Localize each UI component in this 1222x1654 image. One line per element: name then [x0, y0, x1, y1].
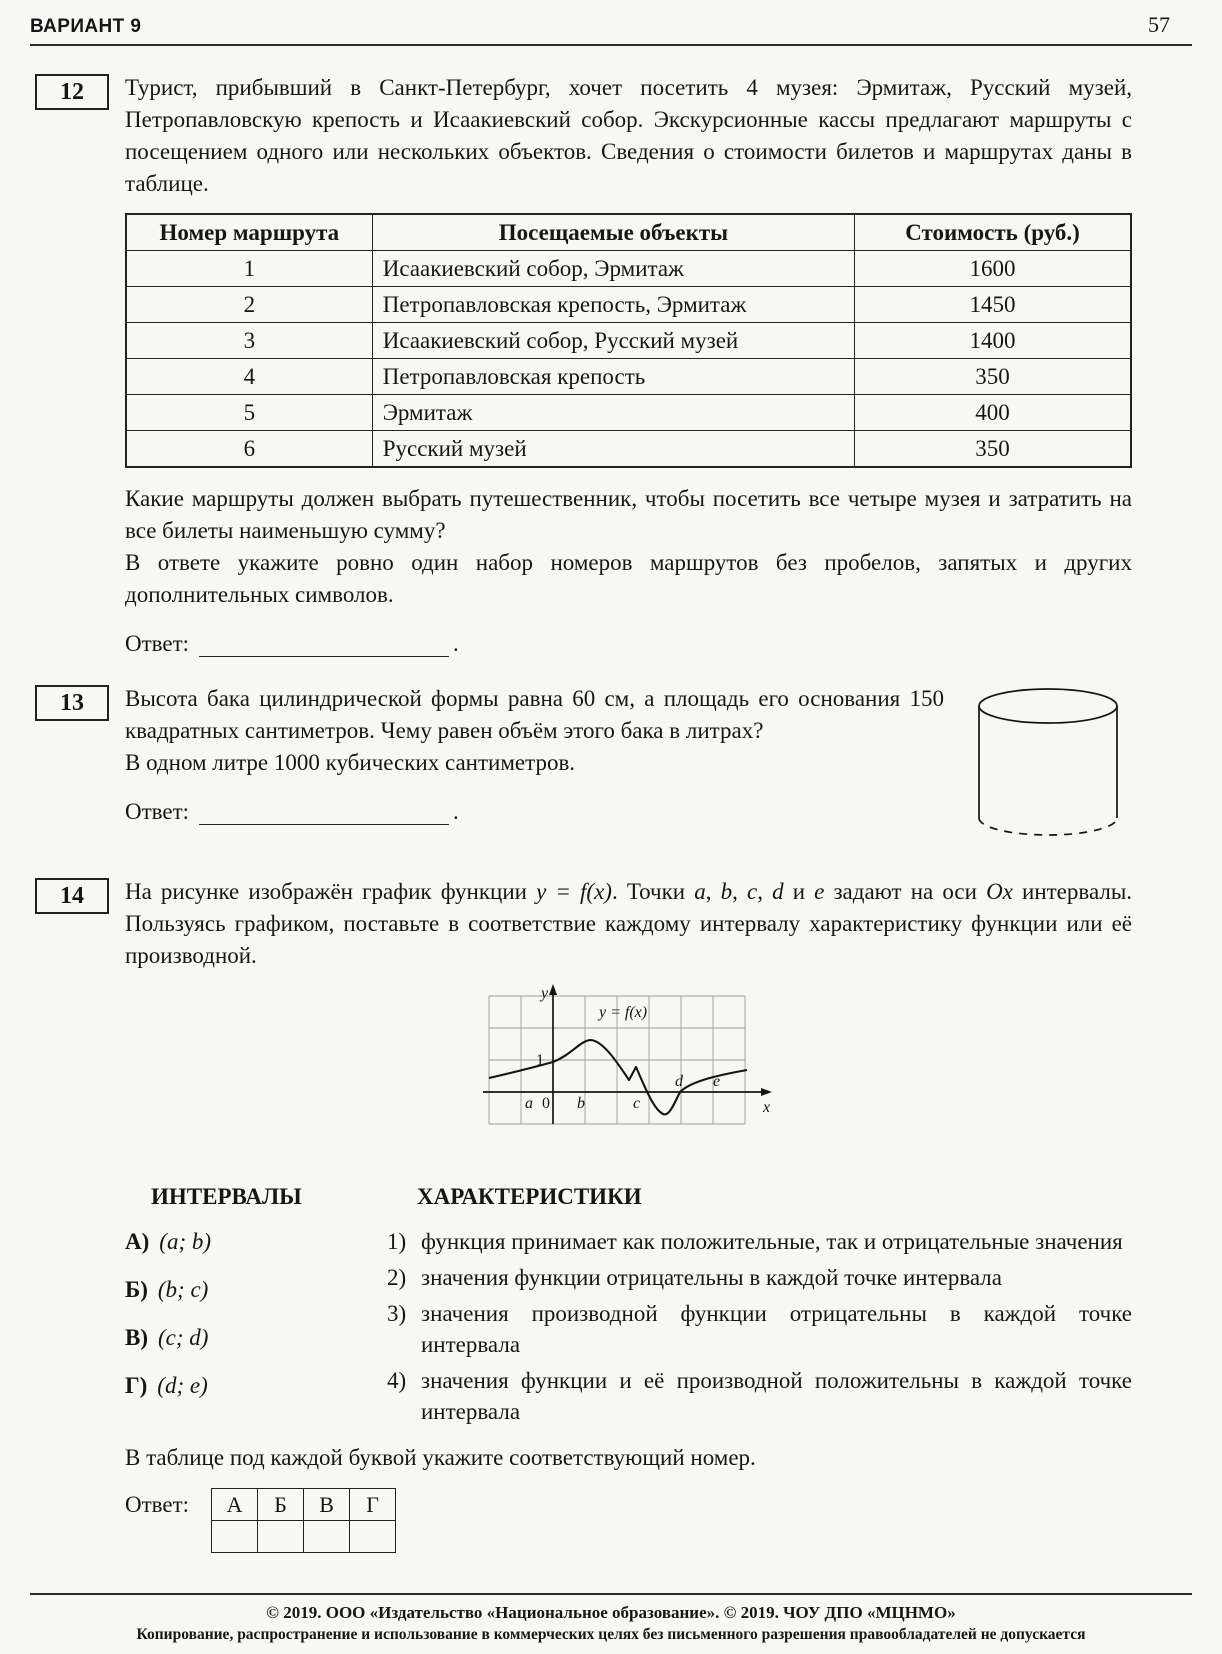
- answer-blank-line: [199, 802, 449, 825]
- route-cost: 1450: [855, 287, 1131, 323]
- answer-cell-b: [258, 1521, 304, 1553]
- problem-13-number-box: 13: [35, 685, 109, 721]
- page-number: 57: [1148, 12, 1170, 37]
- answer-header-v: В: [304, 1489, 350, 1521]
- characteristic-2: [387, 1262, 1132, 1293]
- characteristic-3: [387, 1298, 1132, 1360]
- answer-cell-a: [212, 1521, 258, 1553]
- answer-table-input-row: [212, 1521, 396, 1553]
- problem-13-body: [125, 683, 1132, 850]
- copyright-line: © 2019. ООО «Издательство «Национальное образование». © 2019. ЧОУ ДПО «МЦНМО»: [266, 1603, 956, 1622]
- interval-value: (b; c): [157, 1277, 209, 1302]
- interval-value: (d; e): [157, 1373, 208, 1398]
- answer-table-header-row: [212, 1489, 396, 1521]
- route-number: 2: [126, 287, 372, 323]
- route-objects: Русский музей: [372, 431, 854, 468]
- interval-value: (a; b): [159, 1229, 212, 1254]
- characteristic-number: 2): [387, 1265, 407, 1290]
- route-cost: 350: [855, 431, 1131, 468]
- interval-letter: Б): [125, 1277, 148, 1302]
- y-axis-label: y: [540, 985, 548, 1002]
- answer-table: [211, 1488, 396, 1553]
- point-b-label: b: [576, 1095, 585, 1112]
- characteristic-number: 4): [387, 1368, 407, 1393]
- point-d-label: d: [674, 1073, 683, 1090]
- route-objects: Эрмитаж: [372, 395, 854, 431]
- problem-12: [35, 72, 1132, 657]
- interval-letter: В): [125, 1325, 148, 1350]
- interval-b: [125, 1274, 387, 1306]
- route-objects: Петропавловская крепость, Эрмитаж: [372, 287, 854, 323]
- route-number: 1: [126, 251, 372, 287]
- route-objects: Петропавловская крепость: [372, 359, 854, 395]
- characteristic-text: функция принимает как положительные, так и отрицательные значения: [421, 1229, 1123, 1254]
- intervals-column: [125, 1184, 387, 1432]
- problem-13: [35, 683, 1132, 850]
- page-header: [30, 0, 1192, 46]
- characteristics-title: ХАРАКТЕРИСТИКИ: [417, 1184, 642, 1209]
- characteristic-number: 1): [387, 1229, 407, 1254]
- route-number: 3: [126, 323, 372, 359]
- x-axis-arrow: [761, 1088, 772, 1096]
- routes-table-header-row: [126, 214, 1131, 251]
- y-axis-arrow: [549, 984, 557, 995]
- interval-g: [125, 1370, 387, 1402]
- cylinder-figure: [972, 685, 1132, 850]
- characteristic-text: значения функции отрицательны в каждой точке интервала: [421, 1265, 1002, 1290]
- cylinder-bottom-arc: [979, 818, 1117, 835]
- problem-13-text: Высота бака цилиндрической формы равна 60 см, а площадь его основания 150 квадратных сантиметров. Чему равен объём этого бака в литрах?: [125, 686, 944, 743]
- answer-cell-v: [304, 1521, 350, 1553]
- answer-period: .: [453, 799, 459, 824]
- table-row: [126, 323, 1131, 359]
- variant-label: ВАРИАНТ 9: [30, 16, 142, 37]
- routes-header-number: Номер маршрута: [126, 214, 372, 251]
- table-row: [126, 431, 1131, 468]
- route-number: 4: [126, 359, 372, 395]
- interval-letter: А): [125, 1229, 150, 1254]
- y-tick-1: 1: [535, 1052, 544, 1069]
- answer-label: Ответ:: [125, 1492, 190, 1517]
- route-number: 5: [126, 395, 372, 431]
- problem-14-body: [125, 876, 1132, 1553]
- characteristic-number: 3): [387, 1301, 407, 1326]
- route-cost: 1400: [855, 323, 1131, 359]
- problem-12-number-box: 12: [35, 74, 109, 110]
- problem-14: [35, 876, 1132, 1553]
- problem-12-text: Турист, прибывший в Санкт-Петербург, хочет посетить 4 музея: Эрмитаж, Русский музей, Петропавловскую крепость и Исаакиевский собор. Экскурсионные кассы предлагают маршруты с посещением одного или нескольких объектов. Сведения о стоимости билетов и маршрутах даны в таблице.: [125, 75, 1132, 196]
- route-cost: 400: [855, 395, 1131, 431]
- problem-12-instruction: В ответе укажите ровно один набор номеров маршрутов без пробелов, запятых и других дополнительных символов.: [125, 550, 1132, 607]
- answer-label: Ответ:: [125, 799, 190, 824]
- point-e-label: e: [712, 1073, 720, 1090]
- problem-14-answer: [125, 1488, 1132, 1553]
- characteristic-1: [387, 1226, 1132, 1257]
- copy-restriction-line: Копирование, распространение и использование в коммерческих целях без письменного разрешения правообладателей не допускается: [136, 1626, 1086, 1643]
- characteristic-text: значения производной функции отрицательны в каждой точке интервала: [421, 1301, 1132, 1357]
- answer-period: .: [453, 631, 459, 656]
- problem-12-question: Какие маршруты должен выбрать путешественник, чтобы посетить все четыре музея и затратить на все билеты наименьшую сумму?: [125, 486, 1132, 543]
- problem-13-text-column: [125, 683, 944, 850]
- answer-header-g: Г: [350, 1489, 396, 1521]
- intervals-title: ИНТЕРВАЛЫ: [151, 1184, 302, 1209]
- problem-14-table-note: В таблице под каждой буквой укажите соответствующий номер.: [125, 1445, 756, 1470]
- table-row: [126, 287, 1131, 323]
- answer-header-a: А: [212, 1489, 258, 1521]
- characteristics-column: [387, 1184, 1132, 1432]
- problem-13-note: В одном литре 1000 кубических сантиметров.: [125, 750, 576, 775]
- page-footer: [30, 1593, 1192, 1644]
- problem-13-answer: [125, 799, 944, 825]
- routes-header-cost: Стоимость (руб.): [855, 214, 1131, 251]
- interval-value: (c; d): [158, 1325, 209, 1350]
- problem-12-answer: [125, 631, 1132, 657]
- table-row: [126, 251, 1131, 287]
- interval-v: [125, 1322, 387, 1354]
- answer-blank-line: [199, 634, 449, 657]
- route-number: 6: [126, 431, 372, 468]
- function-graph: [479, 984, 779, 1164]
- problem-12-body: [125, 72, 1132, 657]
- route-objects: Исаакиевский собор, Русский музей: [372, 323, 854, 359]
- problem-14-number-box: 14: [35, 878, 109, 914]
- route-cost: 1600: [855, 251, 1131, 287]
- interval-letter: Г): [125, 1373, 148, 1398]
- characteristic-text: значения функции и её производной положительны в каждой точке интервала: [421, 1368, 1132, 1424]
- origin-label: 0: [541, 1095, 550, 1112]
- point-a-label: a: [524, 1095, 533, 1112]
- interval-a: [125, 1226, 387, 1258]
- routes-table: [125, 213, 1132, 468]
- route-objects: Исаакиевский собор, Эрмитаж: [372, 251, 854, 287]
- answer-cell-g: [350, 1521, 396, 1553]
- routes-header-objects: Посещаемые объекты: [372, 214, 854, 251]
- table-row: [126, 359, 1131, 395]
- route-cost: 350: [855, 359, 1131, 395]
- curve-label: y = f(x): [598, 1004, 647, 1021]
- characteristic-4: [387, 1365, 1132, 1427]
- answer-label: Ответ:: [125, 631, 190, 656]
- cylinder-top-ellipse: [979, 689, 1117, 723]
- x-axis-label: x: [762, 1099, 770, 1116]
- matching-columns: [125, 1184, 1132, 1432]
- function-graph-figure: [125, 984, 1132, 1164]
- problem-14-text: На рисунке изображён график функции y = f(x). Точки a, b, c, d и e задают на оси Ox интервалы. Пользуясь графиком, поставьте в соответствие каждому интервалу характеристику функции или её производной.: [125, 879, 1133, 968]
- table-row: [126, 395, 1131, 431]
- point-c-label: c: [632, 1095, 640, 1112]
- answer-header-b: Б: [258, 1489, 304, 1521]
